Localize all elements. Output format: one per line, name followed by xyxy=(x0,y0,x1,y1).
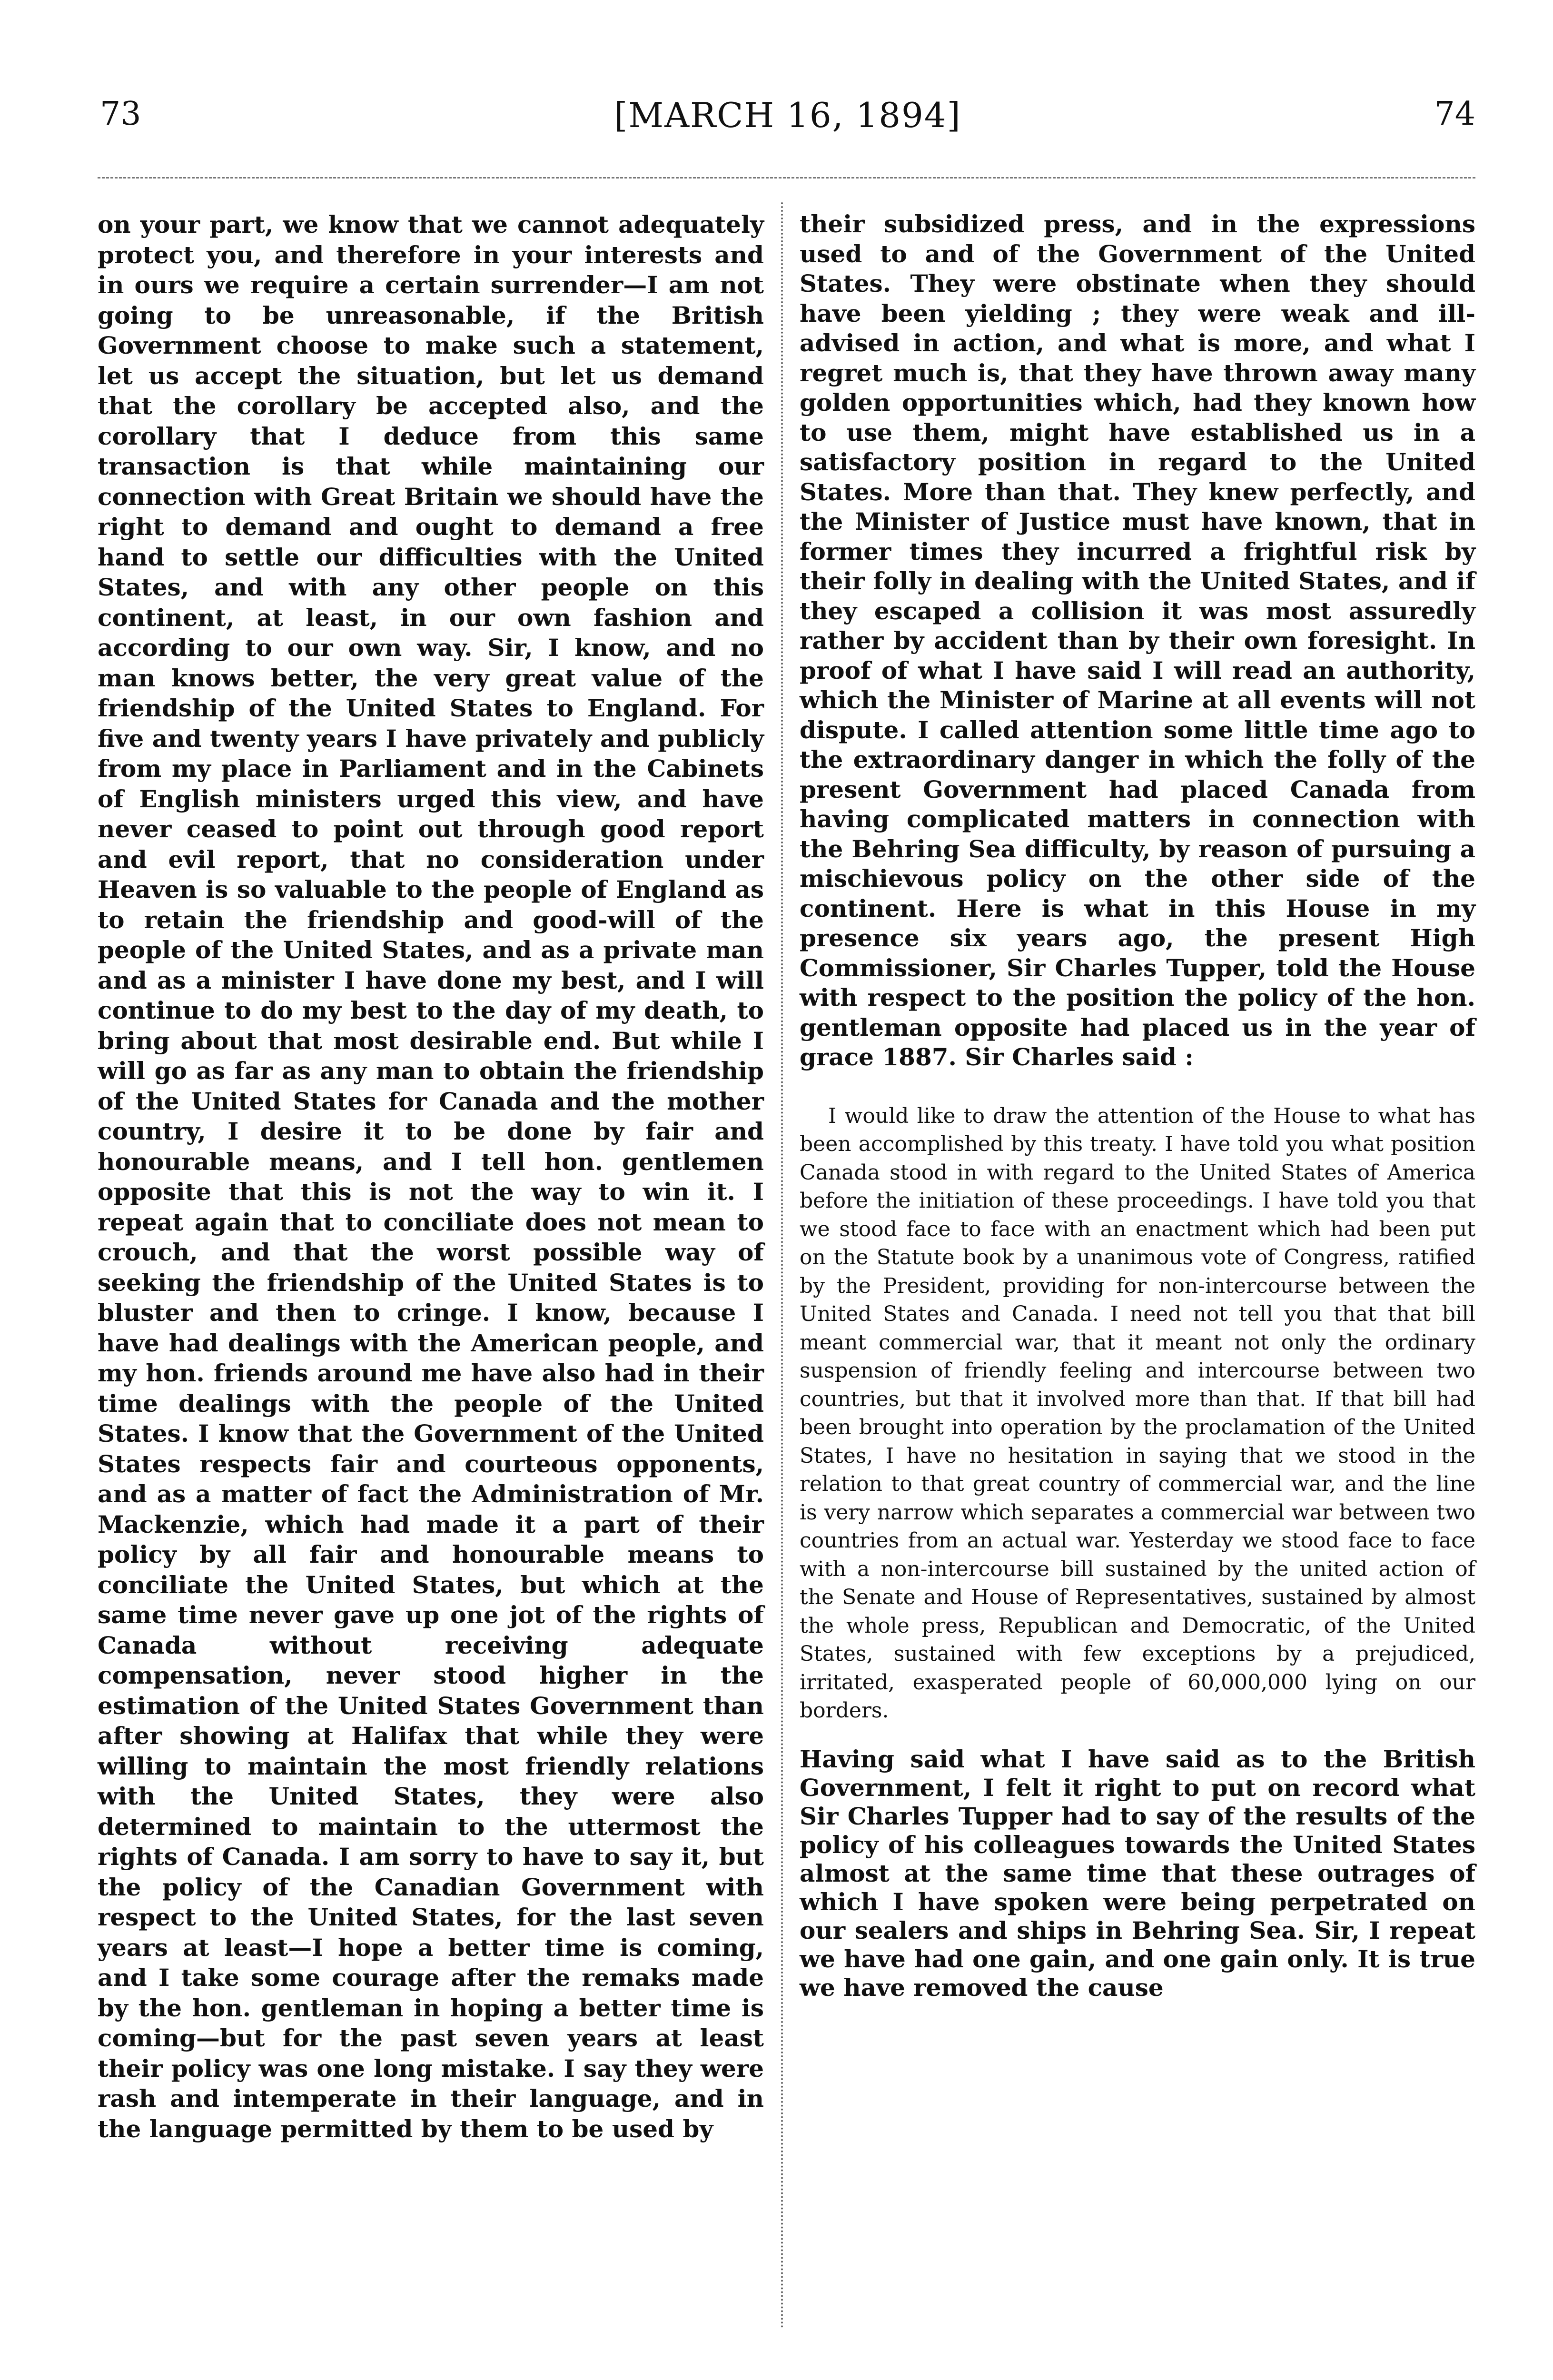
page-number-left: 73 xyxy=(100,95,141,133)
right-column-text-a: their subsidized press, and in the expressions used to and of the Government of the United States. They were obstinate when they should have been yielding ; they were weak and ill-advised in action, and what is more, and what I regret much is, that they have thrown away many golden opportunities which, had they known how to use them, might have established us in a satisfactory position in regard to the United States. More than that. They knew perfectly, and the Minister of Justice must have known, that in former times they incurred a frightful risk by their folly in dealing with the United States, and if they escaped a collision it was most assuredly rather by accident than by their own foresight. In proof of what I have said I will read an authority, which the Minister of Marine at all events will not dispute. I called attention some little time ago to the extraordinary danger in which the folly of the present Government had placed Canada from having complicated matters in connection with the Behring Sea difficulty, by reason of pursuing a mischievous policy on the other side of the continent. Here is what in this House in my presence six years ago, the present High Commissioner, Sir Charles Tupper, told the House with respect to the position the policy of the hon. gentleman opposite had placed us in the year of grace 1887. Sir Charles said : xyxy=(800,210,1475,1071)
header-date: [MARCH 16, 1894] xyxy=(614,95,961,135)
header-rule xyxy=(98,177,1475,178)
left-column xyxy=(98,209,764,2144)
right-column-text-b: Having said what I have said as to the British Government, I felt it right to put on record what Sir Charles Tupper had to say of the results of the policy of his colleagues towards the United States almost at the same time that these outrages of which I have spoken were being perpetrated on our sealers and ships in Behring Sea. Sir, I repeat we have had one gain, and one gain only. It is true we have removed the cause xyxy=(800,1745,1475,2002)
block-quote: I would like to draw the attention of the House to what has been accomplished by this treaty. I have told you what position Canada stood in with regard to the United States of America before the initiation of these proceedings. I have told you that we stood face to face with an enactment which had been put on the Statute book by a unanimous vote of Congress, ratified by the President, providing for non-intercourse between the United States and Canada. I need not tell you that that bill meant commercial war, that it meant not only the ordinary suspension of friendly feeling and intercourse between two countries, but that it involved more than that. If that bill had been brought into operation by the proclamation of the United States, I have no hesitation in saying that we stood in the relation to that great country of commercial war, and the line is very narrow which separates a commercial war between two countries from an actual war. Yesterday we stood face to face with a non-intercourse bill sustained by the united action of the Senate and House of Representatives, sustained by almost the whole press, Republican and Democratic, of the United States, sustained with few exceptions by a prejudiced, irritated, exasperated people of 60,000,000 lying on our borders. xyxy=(800,1103,1475,1723)
column-divider xyxy=(781,202,783,2330)
page-number-right: 74 xyxy=(1434,95,1475,133)
left-column-text: on your part, we know that we cannot adequately protect you, and therefore in your interests and in ours we require a certain surrender—I am not going to be unreasonable, if the British Government choose to make such a statement, let us accept the situation, but let us demand that the corollary be accepted also, and the corollary that I deduce from this same transaction is that while maintaining our connection with Great Britain we should have the right to demand and ought to demand a free hand to settle our difficulties with the United States, and with any other people on this continent, at least, in our own fashion and according to our own way. Sir, I know, and no man knows better, the very great value of the friendship of the United States to England. For five and twenty years I have privately and publicly from my place in Parliament and in the Cabinets of English ministers urged this view, and have never ceased to point out through good report and evil report, that no consideration under Heaven is so valuable to the people of England as to retain the friendship and good-will of the people of the United States, and as a private man and as a minister I have done my best, and I will continue to do my best to the day of my death, to bring about that most desirable end. But while I will go as far as any man to obtain the friendship of the United States for Canada and the mother country, I desire it to be done by fair and honourable means, and I tell hon. gentlemen opposite that this is not the way to win it. I repeat again that to conciliate does not mean to crouch, and that the worst possible way of seeking the friendship of the United States is to bluster and then to cringe. I know, because I have had dealings with the American people, and my hon. friends around me have also had in their time dealings with the people of the United States. I know that the Government of the United States respects fair and courteous opponents, and as a matter of fact the Administration of Mr. Mackenzie, which had made it a part of their policy by all fair and honourable means to conciliate the United States, but which at the same time never gave up one jot of the rights of Canada without receiving adequate compensation, never stood higher in the estimation of the United States Government than after showing at Halifax that while they were willing to maintain the most friendly relations with the United States, they were also determined to maintain to the uttermost the rights of Canada. I am sorry to have to say it, but the policy of the Canadian Government with respect to the United States, for the last seven years at least—I hope a better time is coming, and I take some courage after the remaks made by the hon. gentleman in hoping a better time is coming—but for the past seven years at least their policy was one long mistake. I say they were rash and intemperate in their language, and in the language permitted by them to be used by xyxy=(98,210,764,2143)
page-header xyxy=(100,95,1475,152)
right-column xyxy=(800,209,1475,2002)
